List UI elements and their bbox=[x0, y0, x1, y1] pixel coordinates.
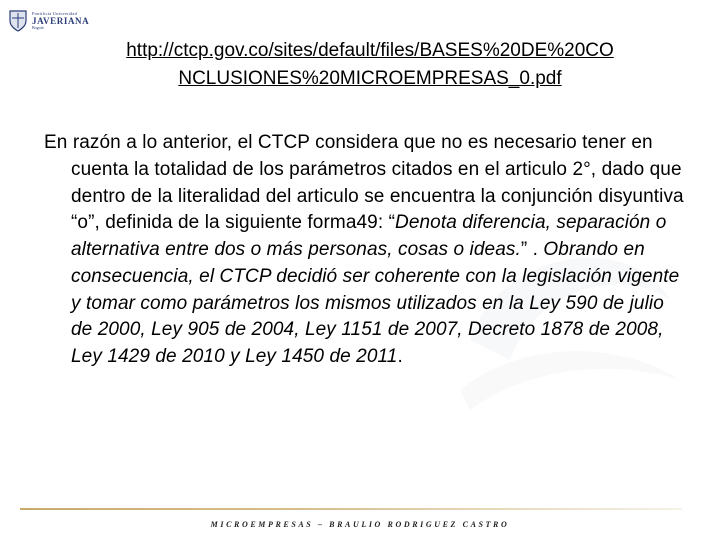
source-link[interactable] bbox=[40, 37, 700, 92]
definition-quote: Denota diferencia, separación o alternativa entre dos o más personas, cosas o ideas. bbox=[71, 212, 667, 261]
logo-sub-text: Bogotá bbox=[32, 24, 44, 30]
conclusion-text: Obrando en consecuencia, el CTCP decidió ser coherente con la legislación vigente y tomar como parámetros los mismos utilizados en la Ley 590 de julio de 2000, Ley 905 de 2004, Ley 1151 de 2007, Decreto 1878 de 2008, Ley 1429 de 2010 y Ley 1450 de 2011 bbox=[71, 239, 680, 368]
link-line-2[interactable]: NCLUSIONES%20MICROEMPRESAS_0.pdf bbox=[178, 67, 562, 89]
university-logo bbox=[8, 6, 104, 36]
footer-divider bbox=[20, 508, 682, 510]
logo-main-text: JAVERIANA bbox=[32, 15, 90, 26]
logo-top-text: Pontificia Universidad bbox=[32, 10, 78, 16]
paragraph-text-2: ” . bbox=[520, 239, 544, 261]
logo-text bbox=[32, 12, 89, 30]
body-paragraph bbox=[44, 130, 684, 371]
shield-icon bbox=[8, 9, 28, 33]
link-line-1[interactable]: http://ctcp.gov.co/sites/default/files/BASES%20DE%20CO bbox=[126, 40, 614, 61]
paragraph-text-1: En razón a lo anterior, el CTCP considera que no es necesario tener en cuenta la totalidad de los parámetros citados en el articulo 2°, dado que dentro de la literalidad del articulo se encuentra la conjunción disyuntiva “o”, definida de la siguiente forma49: “ bbox=[44, 132, 684, 234]
paragraph-text-3: . bbox=[397, 346, 403, 368]
footer-text: MICROEMPRESAS – BRAULIO RODRIGUEZ CASTRO bbox=[210, 520, 510, 529]
